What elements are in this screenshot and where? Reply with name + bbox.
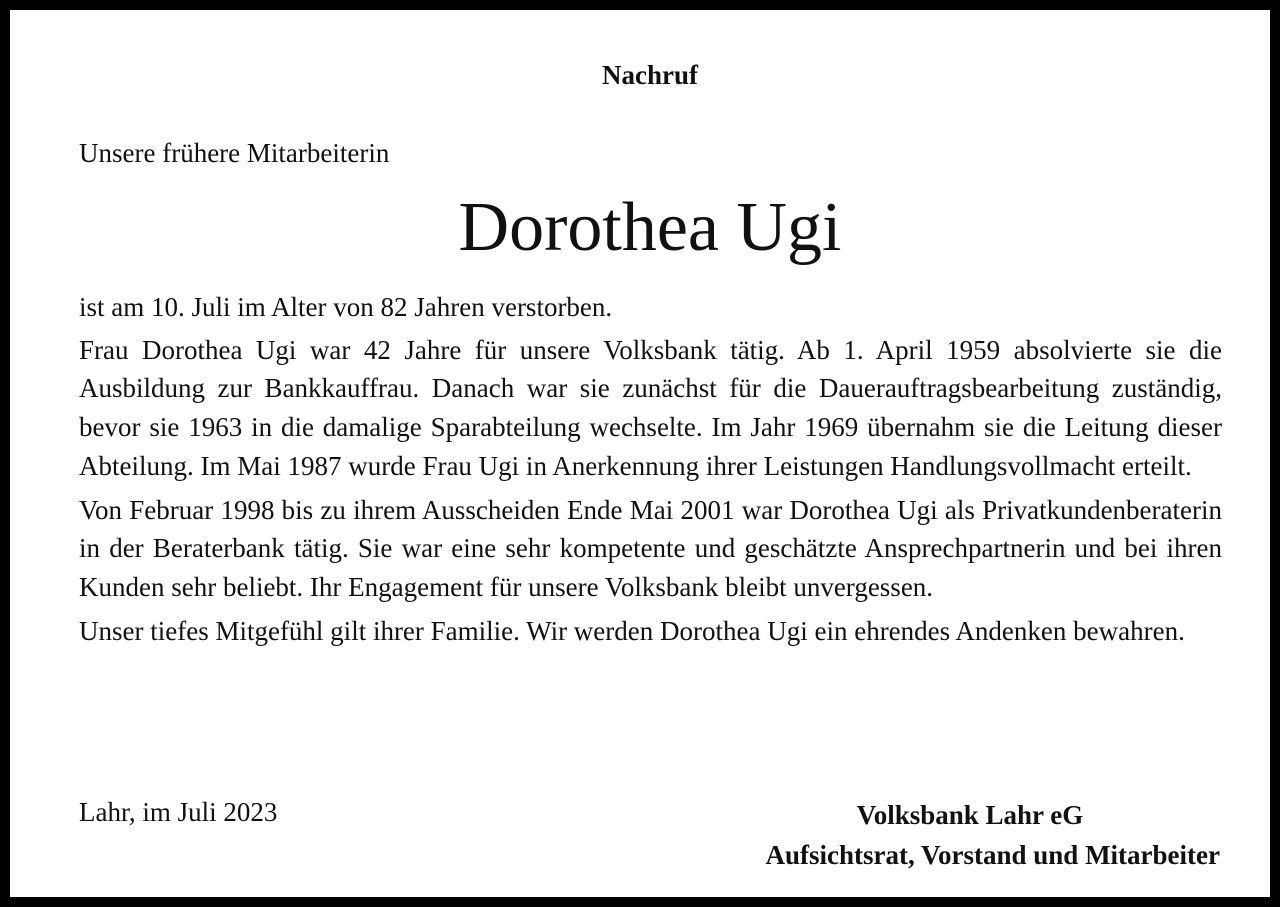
signature-board: Aufsichtsrat, Vorstand und Mitarbeiter [765, 840, 1220, 870]
obituary-body [79, 288, 1222, 655]
condolence-paragraph: Unser tiefes Mitgefühl gilt ihrer Familie. Wir werden Dorothea Ugi ein ehrendes Andenken bewahren. [79, 615, 1185, 646]
intro-line: Unsere frühere Mitarbeiterin [79, 138, 390, 168]
signature-organization: Volksbank Lahr eG [856, 800, 1084, 830]
notice-heading: Nachruf [602, 60, 698, 90]
later-career-paragraph: Von Februar 1998 bis zu ihrem Ausscheiden Ende Mai 2001 war Dorothea Ugi als Privatkundenberaterin in der Beraterbank tätig. Sie war eine sehr kompetente und geschätzte Ansprechpartnerin und bei ihren Kunden sehr beliebt. Ihr Engagement für unsere Volksbank bleibt unvergessen. [79, 494, 1222, 602]
career-paragraph: Frau Dorothea Ugi war 42 Jahre für unsere Volksbank tätig. Ab 1. April 1959 absolvierte sie die Ausbildung zur Bankkauffrau. Danach war sie zunächst für die Dauerauftragsbearbeitung zuständig, bevor sie 1963 in die damalige Sparabteilung wechselte. Im Jahr 1969 übernahm sie die Leitung dieser Abteilung. Im Mai 1987 wurde Frau Ugi in Anerkennung ihrer Leistungen Handlungsvollmacht erteilt. [79, 334, 1222, 481]
signature-block [650, 795, 1220, 875]
death-statement: ist am 10. Juli im Alter von 82 Jahren verstorben. [79, 292, 613, 322]
deceased-name: Dorothea Ugi [458, 189, 842, 266]
place-date: Lahr, im Juli 2023 [79, 797, 278, 827]
